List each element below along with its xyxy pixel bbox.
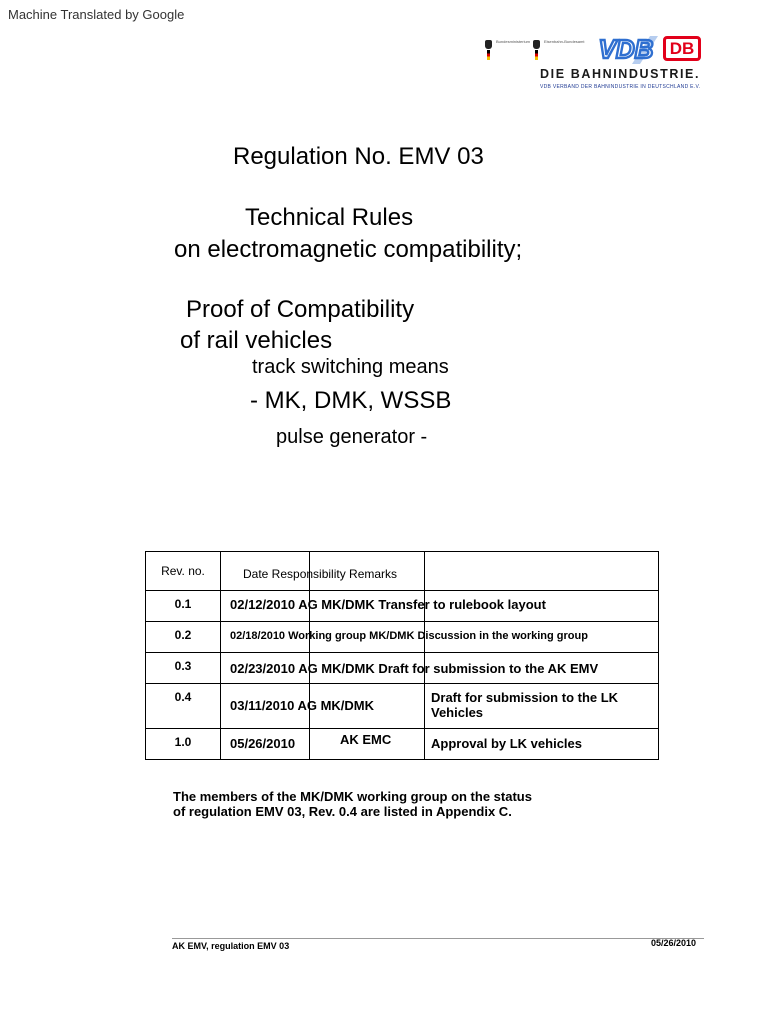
table-cell [425, 591, 659, 622]
table-cell [221, 591, 546, 622]
ministry-label-2: Eisenbahn-Bundesamt [544, 39, 585, 44]
rev-number: 0.4 [174, 690, 192, 704]
revision-responsibility: AK EMC [340, 732, 392, 747]
table-cell [310, 684, 425, 729]
table-cell [221, 684, 375, 729]
remarks-line-1: Draft for submission to the LK [431, 690, 619, 705]
revision-date: 05/26/2010 [230, 736, 296, 751]
table-cell [310, 653, 425, 684]
rev-number: 0.1 [174, 597, 192, 611]
machine-translated-banner: Machine Translated by Google [8, 7, 185, 22]
ministry-label-1: Bundesministerium [496, 39, 531, 44]
table-row [146, 622, 659, 653]
table-cell [146, 684, 221, 729]
table-cell [221, 653, 599, 684]
verband-tagline: VDB VERBAND DER BAHNINDUSTRIE IN DEUTSCHLAND E.V. [540, 84, 701, 90]
table-cell [146, 552, 221, 591]
table-cell [146, 622, 221, 653]
table-cell [425, 552, 659, 591]
revision-entry-text: 02/12/2010 AG MK/DMK Transfer to rulebook layout [230, 597, 546, 612]
table-cell [310, 622, 425, 653]
table-cell [310, 552, 425, 591]
pulse-generator-line: pulse generator - [276, 426, 428, 448]
table-row [146, 684, 659, 729]
revision-entry-text: 03/11/2010 AG MK/DMK [230, 698, 375, 713]
remarks-line-2: Vehicles [431, 705, 484, 720]
table-row [146, 653, 659, 684]
mk-dmk-wssb-line: - MK, DMK, WSSB [250, 387, 452, 414]
table-cell [221, 729, 310, 760]
proof-title-line-2: of rail vehicles [180, 327, 333, 354]
table-cell [425, 729, 659, 760]
note-line-1: The members of the MK/DMK working group on the status [173, 789, 532, 804]
table-cell [425, 653, 659, 684]
table-cell [146, 653, 221, 684]
federal-eagle-icon [532, 38, 541, 52]
bahnindustrie-wordmark: DIE BAHNINDUSTRIE. [540, 67, 701, 81]
vdb-logo-text: VDB [598, 34, 654, 64]
revision-entry-text: 02/18/2010 Working group MK/DMK Discussion in the working group [230, 630, 588, 642]
footer-left: AK EMV, regulation EMV 03 [172, 941, 290, 951]
table-cell [221, 622, 588, 653]
rev-number: 0.2 [174, 628, 192, 642]
table-row [146, 729, 659, 760]
rules-title-line-1: Technical Rules [245, 204, 414, 231]
table-cell [146, 729, 221, 760]
rev-number: 0.3 [174, 659, 192, 673]
table-cell [310, 591, 425, 622]
header-logos [482, 34, 722, 94]
federal-eagle-icon [484, 38, 493, 52]
note-line-2: of regulation EMV 03, Rev. 0.4 are listed in Appendix C. [173, 804, 512, 819]
proof-title-line-1: Proof of Compatibility [186, 296, 415, 323]
footer-date: 05/26/2010 [651, 938, 697, 948]
revision-entry-text: 02/23/2010 AG MK/DMK Draft for submission to the AK EMV [230, 661, 599, 676]
rev-number: 1.0 [174, 735, 192, 749]
date-resp-remarks-header: Date Responsibility Remarks [243, 567, 398, 581]
table-cell [425, 684, 659, 729]
rules-title-line-2: on electromagnetic compatibility; [174, 236, 523, 263]
track-switching-line: track switching means [252, 356, 449, 378]
table-cell [146, 591, 221, 622]
table-cell [221, 552, 398, 591]
working-group-note [173, 789, 532, 819]
rev-no-header: Rev. no. [161, 564, 205, 578]
revision-table [145, 551, 659, 760]
table-row [146, 591, 659, 622]
table-header-row [146, 552, 659, 591]
vdb-logo [592, 34, 660, 66]
footer-divider [172, 938, 704, 939]
table-cell [310, 729, 425, 760]
revision-remarks: Approval by LK vehicles [431, 736, 582, 751]
table-cell [425, 622, 659, 653]
db-logo: DB [663, 36, 701, 61]
regulation-title: Regulation No. EMV 03 [233, 143, 484, 170]
